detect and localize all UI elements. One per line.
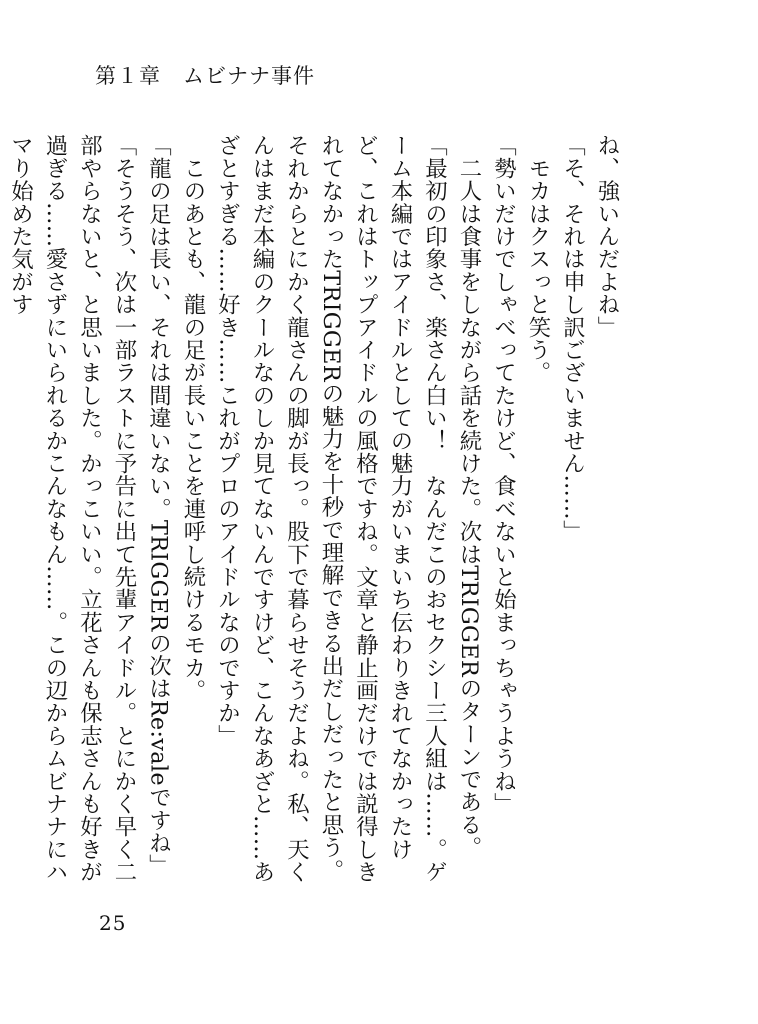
paragraph-2: 「そ、それは申し訳ございません……」 [559,134,586,543]
chapter-title: ムビナナ事件 [183,64,315,88]
paragraph-4: 「勢いだけでしゃべってたけど、食べないと始まっちゃうようね」 [490,134,517,815]
page-number: 25 [99,911,127,935]
paragraph-9: 「そうそう、次は一部ラストに予告に出て先輩アイドル。とにかく早く二部やらないと、と思いました。かっこいい。立花さんも保志さんも好きが過ぎる……愛さずにいられるかこんなもん……。この辺からムビナナにハマり始めた気がす [7,134,137,884]
paragraph-3: モカはクスっと笑う。 [525,134,551,384]
body-text [7,134,624,890]
running-head [95,66,315,87]
paragraph-1: ね、強いんだよね」 [594,134,620,339]
chapter-number: 第１章 [95,64,161,88]
paragraph-6: 「最初の印象さ、楽さん白い！ なんだこのおセクシー三人組は……。ゲーム本編ではアイドルとしての魅力がいまいち伝わりきれてなかったけど、これはトップアイドルの風格ですね。文章と静止画だけでは説得しきれてなかったTRIGGERの魅力を十秒で理解できる出だしだったと思う。それからとにかく龍さんの脚が長っ。股下で暮らせそうだよね。私、天くんはまだ本編のクールなのしか見てないんですけど、こんなあざと……あざとすぎる……好き……これがプロのアイドルなのですか」 [214,134,448,884]
paragraph-8: 「龍の足は長い、それは間違いない。TRIGGERの次はRe:valeですね」 [145,134,172,877]
paragraph-7: このあとも、龍の足が長いことを連呼し続けるモカ。 [180,134,206,702]
paragraph-5: 二人は食事をしながら話を続けた。次はTRIGGERのターンである。 [456,134,482,859]
